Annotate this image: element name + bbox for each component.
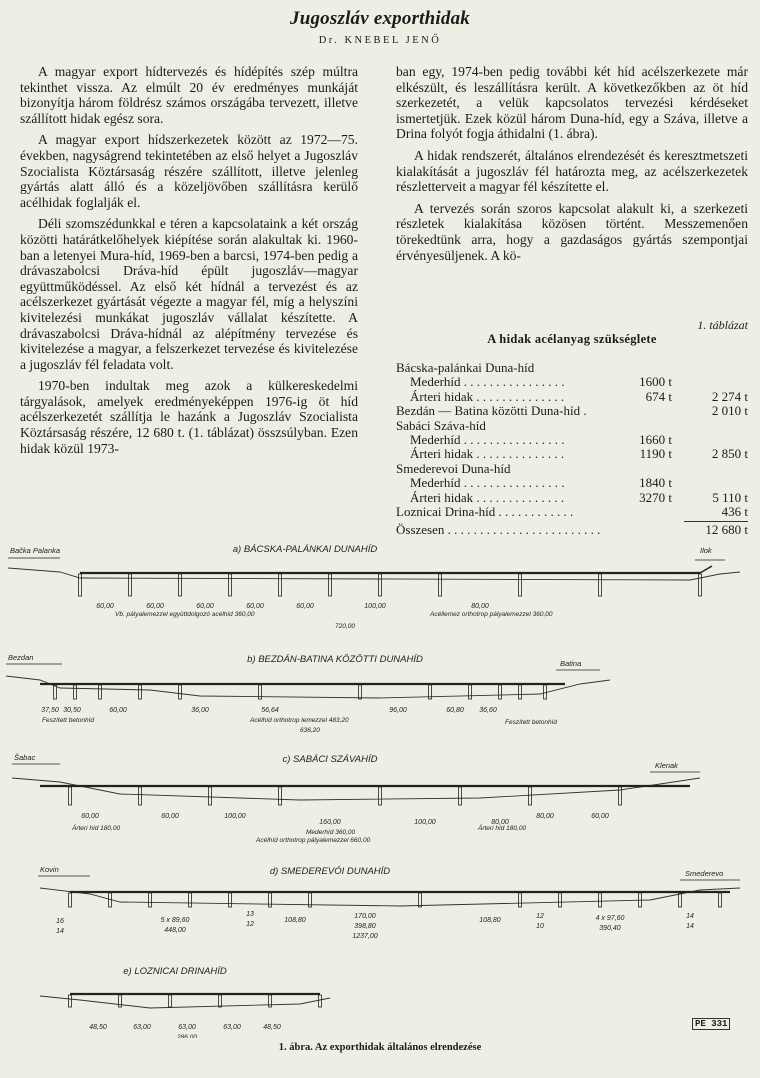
bridge-pier xyxy=(599,893,602,907)
bridge-pier xyxy=(439,574,442,596)
span-label: 170,00 xyxy=(354,913,376,920)
span-label: 60,00 xyxy=(109,707,127,714)
steel-table xyxy=(396,318,748,538)
row-subtotal: 436 t xyxy=(721,503,748,519)
row-value: 1600 t xyxy=(639,374,672,390)
bridge-pier xyxy=(529,787,532,805)
bridge-pier xyxy=(139,685,142,699)
span-label: 100,00 xyxy=(364,603,386,610)
row-value: 1190 t xyxy=(639,446,672,462)
span-label: 63,00 xyxy=(223,1024,241,1031)
bridge-figure xyxy=(0,538,760,1038)
row-label: Árteri hidak . . . . . . . . . . . . . . xyxy=(410,489,565,505)
bridge-pier xyxy=(119,995,122,1007)
span-label: 10 xyxy=(536,923,544,930)
bridge-pier xyxy=(319,995,322,1007)
table-row xyxy=(396,404,748,418)
span-label: 60,00 xyxy=(146,603,164,610)
span-label: 30,50 xyxy=(63,707,81,714)
bridge-pier xyxy=(599,574,602,596)
bridge-pier xyxy=(179,574,182,596)
row-label: Loznicai Drina-híd . . . . . . . . . . . . xyxy=(396,503,574,519)
span-label: 108,80 xyxy=(479,917,501,924)
span-label: 60,00 xyxy=(196,603,214,610)
paragraph: A magyar export hídtervezés és hídépítés szép múltra tekinthet vissza. Az elmúlt 20 év eredményes munkáját bizonyítja három földrész számos országába tervezett, illetve szállított hidak egész sora. xyxy=(20,64,358,126)
span-label: 80,00 xyxy=(471,603,489,610)
bridge-pier xyxy=(74,685,77,699)
span-total: 286,00 xyxy=(177,1034,197,1038)
span-label: 60,80 xyxy=(446,707,464,714)
table-row xyxy=(396,476,748,490)
span-label: 4 x 97,60 xyxy=(595,915,625,922)
bridge-pier xyxy=(229,574,232,596)
row-label: Bezdán — Batina közötti Duna-híd . xyxy=(396,403,587,419)
elevation-title-a: a) BÁCSKA-PALÁNKAI DUNAHÍD xyxy=(232,544,378,555)
span-note: Feszített betonhíd xyxy=(42,717,95,724)
table-row xyxy=(396,375,748,389)
bridge-pier xyxy=(679,893,682,907)
span-note: Mederhíd 360,00 xyxy=(306,829,356,836)
row-label: Sabáci Száva-híd xyxy=(396,417,486,433)
bank-label: Šabac xyxy=(14,753,36,762)
bridge-elevations xyxy=(0,538,760,1038)
bridge-pier xyxy=(139,787,142,805)
bridge-pier xyxy=(69,787,72,805)
span-note: 636,20 xyxy=(300,727,320,734)
elevation-title-b: b) BEZDÁN-BATINA KÖZÖTTI DUNAHÍD xyxy=(247,654,423,665)
ground-line xyxy=(12,778,700,800)
span-label: 96,00 xyxy=(389,707,407,714)
bridge-pier xyxy=(469,685,472,699)
span-note: Vb. pályalemezzel együttdolgozó acélhíd 360,00 xyxy=(115,611,255,618)
figure-caption: 1. ábra. Az exporthidak általános elrendezése xyxy=(278,1042,482,1053)
bridge-pier xyxy=(149,893,152,907)
row-label: Mederhíd . . . . . . . . . . . . . . . . xyxy=(410,374,565,390)
span-note: Acélhíd orthotrop lemezzel 483,20 xyxy=(250,717,349,724)
span-label: 37,50 xyxy=(41,707,59,714)
span-note: Árteri híd 180,00 xyxy=(72,825,121,832)
bridge-pier xyxy=(379,574,382,596)
span-label: 100,00 xyxy=(224,813,246,820)
span-label: 60,00 xyxy=(591,813,609,820)
paragraph: A magyar export hídszerkezetek között az 1972—75. években, nagyságrend tekintetében az első helyet a Jugoszláv Szocialista Köztársaság részére szállított, illetve jelenleg gyártás alatt álló és a közeljövőben szállításra kerülő acélhidak foglalják el. xyxy=(20,132,358,210)
bridge-pier xyxy=(269,893,272,907)
span-label: 63,00 xyxy=(178,1024,196,1031)
row-value: 1840 t xyxy=(639,475,672,491)
span-label: 160,00 xyxy=(319,819,341,826)
span-label: 100,00 xyxy=(414,819,436,826)
span-label: 108,80 xyxy=(284,917,306,924)
span-label: 14 xyxy=(56,928,64,935)
paragraph: 1970-ben indultak meg azok a külkereskedelmi tárgyalások, amelyek eredményeképpen 1976-ig öt híd acélszerkezetét szállítja le hazánk a Jugoszláv Szocialista Köztársaság részére, 12 680 t. (1. táblázat) összsúlyban. Ezen hidak közül 1973- xyxy=(20,378,358,456)
bank-label: Smederevo xyxy=(685,869,724,878)
elevation-title-c: c) SABÁCI SZÁVAHÍD xyxy=(282,754,378,765)
bridge-pier xyxy=(209,787,212,805)
paragraph: ban egy, 1974-ben pedig további két híd acélszerkezete már elkészült, és leszállításra került. A következőkben az öt híd szerkezetét, a velük kapcsolatos tervezési kérdéseket ismertetjük. Ezek közül három Duna-híd, egy a Száva, illetve a Drina folyót fogja áthidalni (1. ábra). xyxy=(396,64,748,142)
table-body xyxy=(396,361,748,519)
row-subtotal: 5 110 t xyxy=(712,489,748,505)
row-subtotal: 2 274 t xyxy=(711,388,748,404)
row-label: Árteri hidak . . . . . . . . . . . . . . xyxy=(410,446,565,462)
table-title: A hidak acélanyag szükséglete xyxy=(487,332,657,346)
row-label: Mederhíd . . . . . . . . . . . . . . . . xyxy=(410,475,565,491)
bridge-pier xyxy=(459,787,462,805)
row-value: 3270 t xyxy=(639,489,672,505)
span-label: 48,50 xyxy=(263,1024,281,1031)
ground-line xyxy=(40,888,740,906)
span-label: 12 xyxy=(246,921,254,928)
total-value: 12 680 t xyxy=(705,522,748,538)
span-label: 36,60 xyxy=(479,707,497,714)
bridge-pier xyxy=(279,787,282,805)
row-label: Árteri hidak . . . . . . . . . . . . . . xyxy=(410,388,565,404)
span-label: 14 xyxy=(686,923,694,930)
span-note: Feszített betonhíd xyxy=(505,719,558,726)
bank-label: Ilok xyxy=(700,546,712,555)
span-label: 60,00 xyxy=(161,813,179,820)
bridge-pier xyxy=(329,574,332,596)
span-label: 1237,00 xyxy=(352,933,378,940)
span-label: 63,00 xyxy=(133,1024,151,1031)
span-label: 390,40 xyxy=(599,925,621,932)
span-label: 448,00 xyxy=(164,927,186,934)
row-value: 1660 t xyxy=(639,431,672,447)
span-label: 56,64 xyxy=(261,707,279,714)
bridge-pier xyxy=(279,574,282,596)
row-label: Mederhíd . . . . . . . . . . . . . . . . xyxy=(410,431,565,447)
bank-label: Batina xyxy=(560,659,582,668)
bridge-pier xyxy=(419,893,422,907)
table-row xyxy=(396,361,748,375)
article-title: Jugoszláv exporthidak xyxy=(290,8,470,29)
span-label: 48,50 xyxy=(89,1024,107,1031)
span-total: 720,00 xyxy=(335,623,355,630)
table-row xyxy=(396,433,748,447)
span-label: 5 x 89,60 xyxy=(160,917,190,924)
bridge-pier xyxy=(69,995,72,1007)
table-row xyxy=(396,390,748,404)
bridge-pier xyxy=(359,685,362,699)
paragraph: A hidak rendszerét, általános elrendezését és keresztmetszeti kialakítását a jugoszláv fél határozta meg, az acélszerkezetek részletterveit a magyar fél készítette el. xyxy=(396,147,748,195)
bridge-pier xyxy=(519,893,522,907)
span-label: 80,00 xyxy=(536,813,554,820)
span-label: 13 xyxy=(246,911,254,918)
table-row xyxy=(396,505,748,519)
elevation-title-d: d) SMEDEREVÓI DUNAHÍD xyxy=(269,866,391,877)
bridge-pier xyxy=(544,685,547,699)
span-label: 398,80 xyxy=(354,923,376,930)
elevation-title-e: e) LOZNICAI DRINAHÍD xyxy=(123,966,227,977)
total-label: Összesen . . . . . . . . . . . . . . . . . . . . . . . . xyxy=(396,522,601,538)
bridge-pier xyxy=(169,995,172,1007)
span-label: 36,00 xyxy=(191,707,209,714)
paragraph: A tervezés során szoros kapcsolat alakult ki, a szerkezeti részletek kialakítása közösen történt. Messzemenően törekedtünk arra, hogy a gazdaságos gyártás szempontjai érvényesüljenek. A kö- xyxy=(396,200,748,263)
span-label: 60,00 xyxy=(96,603,114,610)
paragraph: Déli szomszédunkkal e téren a kapcsolataink a két ország közötti határátkelőhelyek kiépítése során alakultak ki. 1960-ban a letenyei Mura-híd, 1969-ben a barcsi, 1974-ben pedig a drávaszabolcsi Dráva-híd épült jugoszláv—magyar együttműködéssel. Az első két hídnál a tervezést és az acélszerkezet gyártását végezte a magyar fél, míg a helyszíni kivitelezési munkákat jugoszláv vállalat készítette. A drávaszabolcsi Dráva-hídnál az alépítmény tervezése és kivitelezése a magyar, a felszerkezet tervezése és kivitelezése a jugoszláv fél feladata volt. xyxy=(20,216,358,372)
table-row xyxy=(396,462,748,476)
bridge-pier xyxy=(54,685,57,699)
bridge-pier xyxy=(99,685,102,699)
bridge-pier xyxy=(179,685,182,699)
row-label: Bácska-palánkai Duna-híd xyxy=(396,360,535,375)
bridge-pier xyxy=(699,574,702,596)
bank-label: Kovin xyxy=(40,865,59,874)
bridge-pier xyxy=(519,574,522,596)
bridge-pier xyxy=(559,893,562,907)
table-number: 1. táblázat xyxy=(697,318,748,332)
bridge-pier xyxy=(379,787,382,805)
bridge-pier xyxy=(229,893,232,907)
span-note: Acélhíd orthotrop pályalemezzel 660,00 xyxy=(256,837,371,844)
row-value: 674 t xyxy=(645,388,672,404)
bank-label: Bezdan xyxy=(8,653,34,662)
author-line: Dr. KNEBEL JENŐ xyxy=(318,35,442,46)
bridge-ramp xyxy=(700,566,712,573)
table-row xyxy=(396,491,748,505)
ground-line xyxy=(6,676,610,698)
bridge-pier xyxy=(219,995,222,1007)
bridge-pier xyxy=(499,685,502,699)
left-column xyxy=(20,64,358,462)
span-note: Acéllemez orthotrop pályalemezzel 360,00 xyxy=(430,611,553,618)
row-subtotal: 2 850 t xyxy=(711,446,748,462)
row-label: Smederevoi Duna-híd xyxy=(396,460,511,476)
span-label: 60,00 xyxy=(246,603,264,610)
figure-tag: PE 331 xyxy=(692,1018,730,1030)
right-column xyxy=(396,64,748,269)
table-row xyxy=(396,419,748,433)
span-label: 16 xyxy=(56,918,64,925)
span-label: 80,00 xyxy=(491,819,509,826)
row-subtotal: 2 010 t xyxy=(711,403,748,419)
bridge-pier xyxy=(129,574,132,596)
bridge-pier xyxy=(69,893,72,907)
span-label: 14 xyxy=(686,913,694,920)
bridge-pier xyxy=(189,893,192,907)
bank-label: Bačka Palanka xyxy=(10,546,61,555)
table-row xyxy=(396,447,748,461)
span-label: 60,00 xyxy=(296,603,314,610)
bridge-pier xyxy=(719,893,722,907)
bridge-pier xyxy=(519,685,522,699)
span-label: 12 xyxy=(536,913,544,920)
ground-line xyxy=(40,996,330,1008)
span-note: Árteri híd 180,00 xyxy=(478,825,527,832)
span-label: 60,00 xyxy=(81,813,99,820)
bank-label: Klenak xyxy=(655,761,678,770)
table-total-row xyxy=(396,523,748,537)
